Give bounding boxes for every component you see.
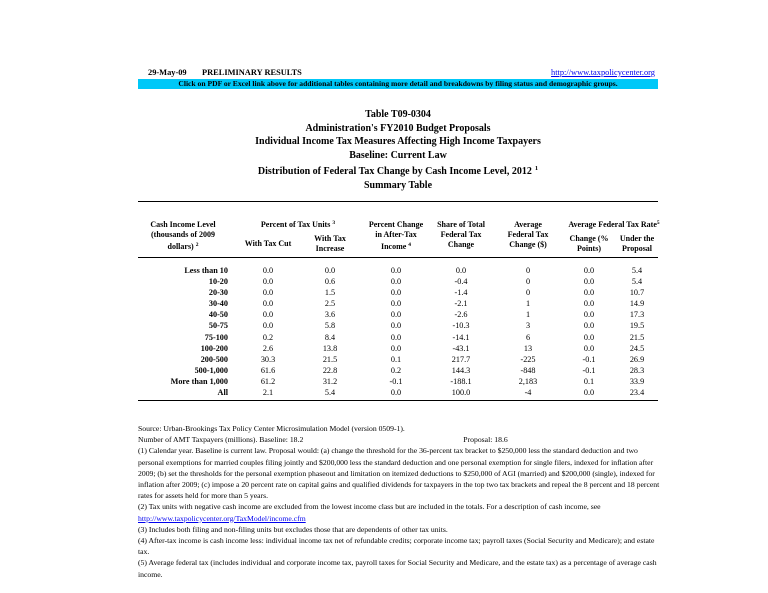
col-with-cut: 0.0 0.0 0.0 0.0 0.0 0.0 0.2 2.6 30.3 61.6 61.2 2.1 <box>260 266 276 398</box>
row-label: 50-75 <box>208 321 228 331</box>
header-avg-rate: Average Federal Tax Rate$^5$ <box>568 220 660 229</box>
title-line-5: Distribution of Federal Tax Change by Cash Income Level, 2012 $^1$ <box>257 165 539 177</box>
info-banner: Click on PDF or Excel link above for additional tables containing more detail and breakdowns by filing status and demographic groups. <box>138 79 658 89</box>
amt-note: Number of AMT Taxpayers (millions). Baseline: 18.2 Proposal: 18.6 <box>138 435 508 445</box>
footnotes <box>138 423 662 580</box>
title-line-3: Individual Income Tax Measures Affecting High Income Taxpayers <box>255 136 541 147</box>
row-label: 30-40 <box>208 299 228 309</box>
col-pct-change: 0.0 0.0 0.0 0.0 0.0 0.0 0.0 0.0 0.1 0.2 -0.1 0.0 <box>389 266 403 398</box>
row-label: All <box>217 388 228 398</box>
row-label: 75-100 <box>204 332 228 342</box>
col-income-labels <box>140 265 228 398</box>
row-label: Less than 10 <box>184 266 228 275</box>
header-top-rule <box>138 201 658 202</box>
header-avg-change: Average Federal Tax Change ($) <box>507 220 549 249</box>
title-line-2: Administration's FY2010 Budget Proposals <box>305 122 491 134</box>
header-pct-change: Percent Change in After-Tax Income $^4$ <box>368 220 424 251</box>
header-income-level: Cash Income Level (thousands of 2009 dollars) $^2$ <box>150 220 216 251</box>
table-title-block <box>138 108 658 192</box>
header-percent-units: Percent of Tax Units $^3$ <box>260 220 336 229</box>
row-label: 200-500 <box>200 354 228 364</box>
footnote-5: (5) Average federal tax (includes individual and corporate income tax, payroll taxes for Social Security and Medicare, and the estate tax) as a percentage of average cash income. <box>138 558 657 579</box>
footnote-ref: 1 <box>534 165 539 172</box>
row-label: 100-200 <box>200 343 228 353</box>
summary-label: Summary Table <box>363 179 433 191</box>
footnote-4: (4) After-tax income is cash income less: individual income tax net of refundable credits; corporate income tax; payroll taxes (Social Security and Medicare); and estate tax. <box>138 536 655 557</box>
footnote-2: (2) Tax units with negative cash income are excluded from the lowest income class but are included in the totals. For a description of cash income, see <box>138 502 601 512</box>
preliminary-label: PRELIMINARY RESULTS <box>202 68 302 77</box>
col-avg-change: 0 0 0 1 1 3 6 13 -225 -848 2,183 -4 <box>518 266 538 398</box>
row-label: 40-50 <box>208 310 228 320</box>
header-under-proposal: Under the Proposal <box>619 234 655 253</box>
col-with-increase: 0.0 0.6 1.5 2.5 3.6 5.8 8.4 13.8 21.5 22.8 31.2 5.4 <box>322 266 338 398</box>
table-bottom-rule <box>138 400 658 401</box>
source-note: Source: Urban-Brookings Tax Policy Center Microsimulation Model (version 0509-1). <box>138 424 405 433</box>
header-rate-change: Change (% Points) <box>569 234 609 253</box>
row-label: 500-1,000 <box>194 365 228 375</box>
header-share: Share of Total Federal Tax Change <box>437 220 485 249</box>
header-bottom-rule <box>138 257 658 258</box>
col-rate-change: 0.0 0.0 0.0 0.0 0.0 0.0 0.0 0.0 -0.1 -0.1 0.1 0.0 <box>582 266 596 398</box>
baseline-line: Baseline: Current Law <box>349 149 447 161</box>
row-label: 10-20 <box>208 277 228 287</box>
footnote-3: (3) Includes both filing and non-filing units but excludes those that are dependents of other tax units. <box>138 524 448 534</box>
tpc-link[interactable]: http://www.taxpolicycenter.org <box>551 68 655 77</box>
income-definition-link[interactable]: http://www.taxpolicycenter.org/TaxModel/income.cfm <box>138 513 306 523</box>
header-with-increase: With Tax Increase <box>314 234 346 253</box>
col-under-proposal: 5.4 5.4 10.7 14.9 17.3 19.5 21.5 24.5 26.9 28.3 33.9 23.4 <box>629 266 645 398</box>
header-with-cut: With Tax Cut <box>244 239 292 248</box>
table-number: Table T09-0304 <box>365 109 431 120</box>
footnote-1: (1) Calendar year. Baseline is current law. Proposal would: (a) change the threshold for the 36-percent tax bracket to $250,000 less the standard deduction and two personal exemptions for married couples filing jointly and $200,000 less the standard deduction and one personal exemption for single filers, indexed for inflation after 2009; (b) set the thresholds for the personal exemption phaseout and limitation on itemized deductions to $250,000 of AGI (married) and $200,000 (single), indexed for inflation after 2009; (c) impose a 20 percent rate on capital gains and qualified dividends for taxpayers in the top two tax brackets and repeal the 8 percent and 18 percent rates for assets held for more than 5 years. <box>138 446 660 501</box>
row-label: 20-30 <box>208 288 228 298</box>
report-date: 29-May-09 <box>148 68 187 77</box>
row-label: More than 1,000 <box>170 376 228 386</box>
col-share: 0.0 -0.4 -1.4 -2.1 -2.6 -10.3 -14.1 -43.1 217.7 144.3 -188.1 100.0 <box>450 266 472 398</box>
